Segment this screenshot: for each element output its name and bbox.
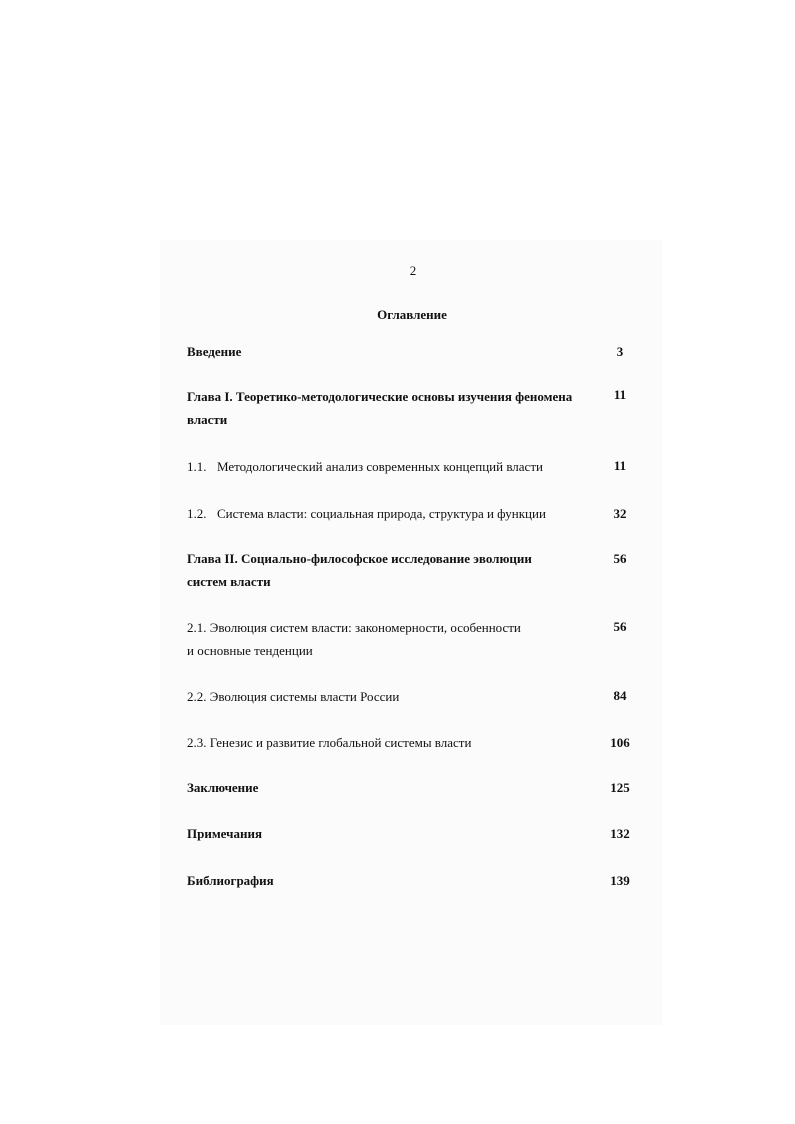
toc-entry-number: 1.1.: [187, 459, 207, 474]
toc-entry-bibliography: [187, 869, 587, 892]
toc-entry-title: Методологический анализ современных концепций власти: [217, 459, 543, 474]
toc-entry-page: 11: [613, 458, 627, 473]
toc-entry-title-continued: систем власти: [187, 574, 271, 589]
toc-entry-section-1-2: [187, 502, 587, 525]
toc-entry-page: 125: [610, 780, 630, 795]
toc-entry-title: Глава I. Теоретико-методологические основы изучения феномена: [187, 389, 573, 404]
toc-entry-introduction: [187, 340, 587, 363]
toc-entry-notes: [187, 822, 587, 845]
toc-entry-chapter-1: [187, 385, 587, 431]
toc-entry-section-2-1: [187, 616, 587, 662]
toc-entry-page: 56: [613, 551, 627, 566]
toc-entry-section-1-1: [187, 455, 587, 478]
toc-entry-title-continued: и основные тенденции: [187, 643, 313, 658]
toc-entry-title: Библиография: [187, 873, 274, 888]
toc-entry-title: Примечания: [187, 826, 262, 841]
toc-entry-section-2-2: [187, 685, 587, 708]
toc-entry-title: 2.3. Генезис и развитие глобальной системы власти: [187, 735, 472, 750]
toc-entry-page: 56: [613, 619, 627, 634]
toc-entry-section-2-3: [187, 731, 587, 754]
toc-entry-title: 2.1. Эволюция систем власти: закономерности, особенности: [187, 620, 521, 635]
toc-entry-title: 2.2. Эволюция системы власти России: [187, 689, 400, 704]
toc-title: Оглавление: [377, 307, 447, 322]
toc-entry-number: 1.2.: [187, 506, 207, 521]
toc-entry-chapter-2: [187, 547, 587, 593]
toc-entry-page: 139: [610, 873, 630, 888]
toc-entry-conclusion: [187, 776, 587, 799]
toc-entry-title: Введение: [187, 344, 242, 359]
toc-entry-title: Система власти: социальная природа, структура и функции: [217, 506, 546, 521]
toc-entry-title: Заключение: [187, 780, 259, 795]
toc-entry-page: 11: [613, 387, 627, 402]
toc-entry-page: 84: [613, 688, 627, 703]
toc-entry-title-continued: власти: [187, 412, 228, 427]
toc-entry-page: 32: [613, 506, 627, 521]
page-number: 2: [409, 263, 417, 278]
toc-entry-page: 3: [616, 344, 624, 359]
toc-entry-page: 132: [610, 826, 630, 841]
toc-entry-title: Глава II. Социально-философское исследование эволюции: [187, 551, 532, 566]
toc-entry-page: 106: [610, 735, 630, 750]
